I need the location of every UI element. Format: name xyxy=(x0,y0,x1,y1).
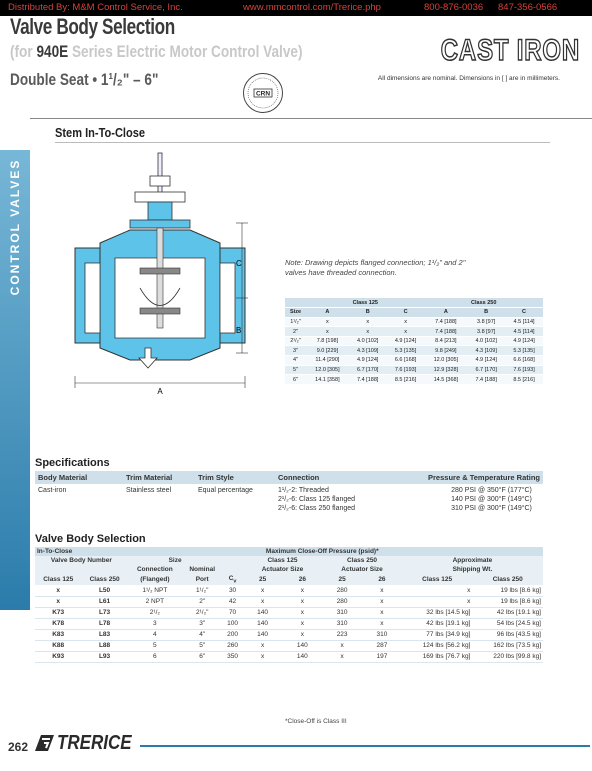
dimension-cell: 4" xyxy=(285,356,306,366)
dimension-cell: 2¹/₂" xyxy=(285,336,306,346)
table-cell: x xyxy=(322,640,362,651)
dimension-row xyxy=(285,327,543,337)
table-cell: 3" xyxy=(182,618,222,629)
connection-item: 2¹/₂-6: Class 125 flanged xyxy=(278,496,356,503)
table-cell: x xyxy=(362,585,402,596)
trim-style: Equal percentage xyxy=(198,487,253,494)
dimension-cell: 12.0 [305] xyxy=(424,356,467,366)
table-cell: 96 lbs [43.5 kg] xyxy=(472,629,543,640)
table-cell: 6 xyxy=(128,651,182,662)
actuator-size-header: Actuator Size xyxy=(243,565,323,574)
table-cell: 140 xyxy=(243,629,283,640)
table-cell: 310 xyxy=(362,629,402,640)
table-cell: K73 xyxy=(35,607,81,618)
distributor-url[interactable]: www.mmcontrol.com/Trerice.php xyxy=(243,2,381,13)
table-row xyxy=(35,585,543,596)
column-header: Pressure & Temperature Rating xyxy=(403,471,543,484)
column-header: B xyxy=(467,308,505,318)
divider xyxy=(55,142,550,143)
table-row xyxy=(35,651,543,662)
dimension-cell: 1¹/₂" xyxy=(285,317,306,327)
port-col: Port xyxy=(182,574,222,585)
dimension-cell: 4.5 [114] xyxy=(505,327,543,337)
valve-drawing xyxy=(60,148,270,398)
table-cell: 4 xyxy=(128,629,182,640)
cv-col: $C_v$ xyxy=(222,574,242,585)
in-to-close-header: In-To-Close xyxy=(35,547,243,556)
column-header: Connection xyxy=(275,471,403,484)
max-close-off-header: Maximum Close-Off Pressure (psid)* xyxy=(243,547,402,556)
drawing-note: Note: Drawing depicts flanged connection; 1¹/₂" and 2" valves have threaded connection. xyxy=(285,258,466,277)
table-cell: x xyxy=(282,607,322,618)
table-cell: 6" xyxy=(182,651,222,662)
table-cell: x xyxy=(282,596,322,607)
table-cell: 260 xyxy=(222,640,242,651)
dimension-note: All dimensions are nominal. Dimensions in [ ] are in millimeters. xyxy=(377,75,560,82)
trerice-brand: TRERICE xyxy=(57,732,132,754)
table-cell: x xyxy=(243,596,283,607)
dimension-cell: 7.4 [188] xyxy=(467,375,505,385)
page-title: Valve Body Selection xyxy=(10,14,175,39)
table-cell: 140 xyxy=(243,618,283,629)
class125-header: Class 125 xyxy=(243,556,323,565)
dimension-cell: 5.3 [135] xyxy=(505,346,543,356)
dim-label-c: C xyxy=(236,259,242,268)
rating-item: 280 PSI @ 350°F (177°C) xyxy=(451,487,532,494)
table-cell: 42 lbs [19.1 kg] xyxy=(472,607,543,618)
ship125-col: Class 125 xyxy=(402,574,473,585)
dimension-cell: x xyxy=(306,317,349,327)
column-header: Size xyxy=(285,308,306,318)
page-number: 262 xyxy=(8,740,29,754)
table-cell: 2¹/₂ xyxy=(128,607,182,618)
table-cell: 220 lbs [99.8 kg] xyxy=(472,651,543,662)
close-off-footnote: *Close-Off is Class III xyxy=(285,718,347,725)
table-cell: 5 xyxy=(128,640,182,651)
dimension-cell: 4.9 [124] xyxy=(349,356,387,366)
dimension-cell: 12.0 [305] xyxy=(306,365,349,375)
table-cell: 140 xyxy=(243,607,283,618)
table-cell: x xyxy=(362,596,402,607)
table-cell: L73 xyxy=(81,607,127,618)
table-cell: L88 xyxy=(81,640,127,651)
footer-rule xyxy=(140,745,590,747)
class250-header: Class 250 xyxy=(322,556,402,565)
dimension-row xyxy=(285,317,543,327)
dimension-cell: x xyxy=(306,327,349,337)
table-cell: L61 xyxy=(81,596,127,607)
table-cell: 280 xyxy=(322,596,362,607)
dimension-cell: x xyxy=(349,317,387,327)
table-cell: x xyxy=(282,629,322,640)
table-cell: 287 xyxy=(362,640,402,651)
connection-list xyxy=(275,484,403,515)
class250-col: Class 250 xyxy=(81,574,127,585)
dimension-cell: 7.4 [188] xyxy=(424,327,467,337)
divider xyxy=(30,118,592,119)
distributor-text: Distributed By: M&M Control Service, Inc. xyxy=(8,2,183,13)
table-cell: 197 xyxy=(362,651,402,662)
dimension-cell: 8.5 [216] xyxy=(387,375,425,385)
dimension-cell: 2" xyxy=(285,327,306,337)
vbs-title: Valve Body Selection xyxy=(35,533,146,545)
dimension-cell: x xyxy=(349,327,387,337)
table-cell: 42 lbs [19.1 kg] xyxy=(402,618,473,629)
table-cell: 19 lbs [8.6 kg] xyxy=(472,585,543,596)
table-cell: 70 xyxy=(222,607,242,618)
dim-label-a: A xyxy=(157,387,163,396)
table-cell: 5" xyxy=(182,640,222,651)
table-cell: x xyxy=(362,618,402,629)
act26-col: 26 xyxy=(282,574,322,585)
table-cell: 124 lbs [56.2 kg] xyxy=(402,640,473,651)
table-cell: 310 xyxy=(322,618,362,629)
dimension-row xyxy=(285,356,543,366)
dimension-cell: 3.8 [97] xyxy=(467,317,505,327)
table-row xyxy=(35,607,543,618)
table-cell: L50 xyxy=(81,585,127,596)
dimension-cell: 11.4 [290] xyxy=(306,356,349,366)
dimension-cell: 4.9 [124] xyxy=(505,336,543,346)
table-cell: x xyxy=(243,585,283,596)
rating-item: 140 PSI @ 300°F (149°C) xyxy=(451,496,532,503)
double-seat-label: Double Seat • 1¹/₂" – 6" xyxy=(10,70,159,89)
table-cell: x xyxy=(243,651,283,662)
dimension-cell: 6.6 [168] xyxy=(505,356,543,366)
table-cell: 4" xyxy=(182,629,222,640)
specifications-table xyxy=(35,471,543,515)
table-cell: x xyxy=(243,640,283,651)
class125-col: Class 125 xyxy=(35,574,81,585)
table-row xyxy=(35,618,543,629)
material-title: CAST IRON xyxy=(440,34,580,67)
dimension-cell: 3.8 [97] xyxy=(467,327,505,337)
table-cell: x xyxy=(362,607,402,618)
dim-label-b: B xyxy=(236,326,242,335)
rating-item: 310 PSI @ 300°F (149°C) xyxy=(451,505,532,512)
act26-col: 26 xyxy=(362,574,402,585)
specifications-title: Specifications xyxy=(35,457,110,469)
table-row xyxy=(35,640,543,651)
dimension-cell: 7.6 [193] xyxy=(387,365,425,375)
dimension-cell: 14.1 [358] xyxy=(306,375,349,385)
table-cell: 42 xyxy=(222,596,242,607)
dimension-row xyxy=(285,346,543,356)
phone-1: 800-876-0036 xyxy=(424,2,484,13)
act25-col: 25 xyxy=(243,574,283,585)
table-cell: 280 xyxy=(322,585,362,596)
dimension-cell: 7.4 [188] xyxy=(424,317,467,327)
table-cell: K88 xyxy=(35,640,81,651)
ship250-col: Class 250 xyxy=(472,574,543,585)
table-cell: 200 xyxy=(222,629,242,640)
table-cell: 1¹/₂ NPT xyxy=(128,585,182,596)
phone-2: 847-356-0566 xyxy=(498,2,558,13)
page-subtitle: (for 940E Series Electric Motor Control Valve) xyxy=(10,42,303,61)
dimension-cell: 4.0 [102] xyxy=(467,336,505,346)
table-cell: 140 xyxy=(282,651,322,662)
table-cell: 19 lbs [8.6 kg] xyxy=(472,596,543,607)
connection-item: 2¹/₂-6: Class 250 flanged xyxy=(278,505,356,512)
dimension-cell: 9.0 [229] xyxy=(306,346,349,356)
table-cell: 162 lbs [73.5 kg] xyxy=(472,640,543,651)
act25-col: 25 xyxy=(322,574,362,585)
column-header: B xyxy=(349,308,387,318)
dimension-cell: 12.9 [328] xyxy=(424,365,467,375)
table-cell: x xyxy=(35,585,81,596)
dimension-table xyxy=(285,298,543,385)
table-cell: 2" xyxy=(182,596,222,607)
crn-text: CRN xyxy=(255,90,271,98)
table-cell: x xyxy=(282,618,322,629)
approx-header: Approximate xyxy=(402,556,543,565)
table-cell: x xyxy=(402,596,473,607)
dimension-cell: x xyxy=(387,317,425,327)
table-cell: 2 NPT xyxy=(128,596,182,607)
dimension-cell: 7.6 [193] xyxy=(505,365,543,375)
dimension-cell: 14.5 [368] xyxy=(424,375,467,385)
table-cell: K83 xyxy=(35,629,81,640)
table-cell: 77 lbs [34.9 kg] xyxy=(402,629,473,640)
dimension-cell: x xyxy=(387,327,425,337)
table-cell: x xyxy=(282,585,322,596)
table-cell: 30 xyxy=(222,585,242,596)
table-cell: L78 xyxy=(81,618,127,629)
stem-title: Stem In-To-Close xyxy=(55,125,146,140)
table-cell: x xyxy=(322,651,362,662)
dimension-cell: 6.7 [170] xyxy=(467,365,505,375)
dimension-cell: 5.3 [135] xyxy=(387,346,425,356)
table-row xyxy=(35,629,543,640)
dimension-cell: 8.5 [216] xyxy=(505,375,543,385)
dimension-row xyxy=(285,365,543,375)
dimension-cell: 3" xyxy=(285,346,306,356)
connection-header: Connection xyxy=(128,565,182,574)
dimension-row xyxy=(285,336,543,346)
table-cell: 310 xyxy=(322,607,362,618)
table-cell: K78 xyxy=(35,618,81,629)
dimension-cell: 7.8 [198] xyxy=(306,336,349,346)
sidebar-label: CONTROL VALVES xyxy=(8,158,22,296)
connection-item: 1¹/₂-2: Threaded xyxy=(278,487,329,494)
table-cell: 169 lbs [76.7 kg] xyxy=(402,651,473,662)
dimension-row xyxy=(285,375,543,385)
table-cell: 3 xyxy=(128,618,182,629)
valve-body-number-header: Valve Body Number xyxy=(35,556,128,565)
column-header: C xyxy=(505,308,543,318)
table-row xyxy=(35,596,543,607)
dimension-cell: 4.9 [124] xyxy=(467,356,505,366)
dimension-cell: 5" xyxy=(285,365,306,375)
dimension-cell: 6" xyxy=(285,375,306,385)
group-header: Class 250 xyxy=(424,298,543,308)
group-header: Class 125 xyxy=(306,298,424,308)
actuator-size-header: Actuator Size xyxy=(322,565,402,574)
column-header: Body Material xyxy=(35,471,123,484)
dimension-cell: 4.5 [114] xyxy=(505,317,543,327)
flanged-col: (Flanged) xyxy=(128,574,182,585)
table-cell: L83 xyxy=(81,629,127,640)
column-header: C xyxy=(387,308,425,318)
table-cell: x xyxy=(35,596,81,607)
table-cell: 1¹/₂" xyxy=(182,585,222,596)
dimension-cell: 4.3 [109] xyxy=(349,346,387,356)
table-cell: 223 xyxy=(322,629,362,640)
valve-body-selection-table xyxy=(35,547,543,663)
table-cell: x xyxy=(402,585,473,596)
dimension-cell: 4.3 [109] xyxy=(467,346,505,356)
table-cell: 32 lbs [14.5 kg] xyxy=(402,607,473,618)
column-header: Trim Style xyxy=(195,471,275,484)
dimension-cell: 4.9 [124] xyxy=(387,336,425,346)
dimension-cell: 6.7 [170] xyxy=(349,365,387,375)
rating-list xyxy=(403,484,543,515)
dimension-cell: 9.8 [249] xyxy=(424,346,467,356)
table-cell: 140 xyxy=(282,640,322,651)
table-cell: L93 xyxy=(81,651,127,662)
body-material: Cast-iron xyxy=(38,487,67,494)
trim-material: Stainless steel xyxy=(126,487,172,494)
table-cell: 54 lbs [24.5 kg] xyxy=(472,618,543,629)
nominal-header: Nominal xyxy=(182,565,222,574)
table-cell: K93 xyxy=(35,651,81,662)
dimension-cell: 4.0 [102] xyxy=(349,336,387,346)
trerice-logo-icon xyxy=(33,734,55,752)
size-header: Size xyxy=(128,556,223,565)
table-cell: 2¹/₂" xyxy=(182,607,222,618)
dimension-cell: 8.4 [213] xyxy=(424,336,467,346)
column-header: A xyxy=(306,308,349,318)
dimension-cell: 7.4 [188] xyxy=(349,375,387,385)
table-cell: 100 xyxy=(222,618,242,629)
column-header: A xyxy=(424,308,467,318)
table-cell: 350 xyxy=(222,651,242,662)
column-header: Trim Material xyxy=(123,471,195,484)
shipping-header: Shipping Wt. xyxy=(402,565,543,574)
crn-seal-icon xyxy=(243,73,283,113)
dimension-cell: 6.6 [168] xyxy=(387,356,425,366)
